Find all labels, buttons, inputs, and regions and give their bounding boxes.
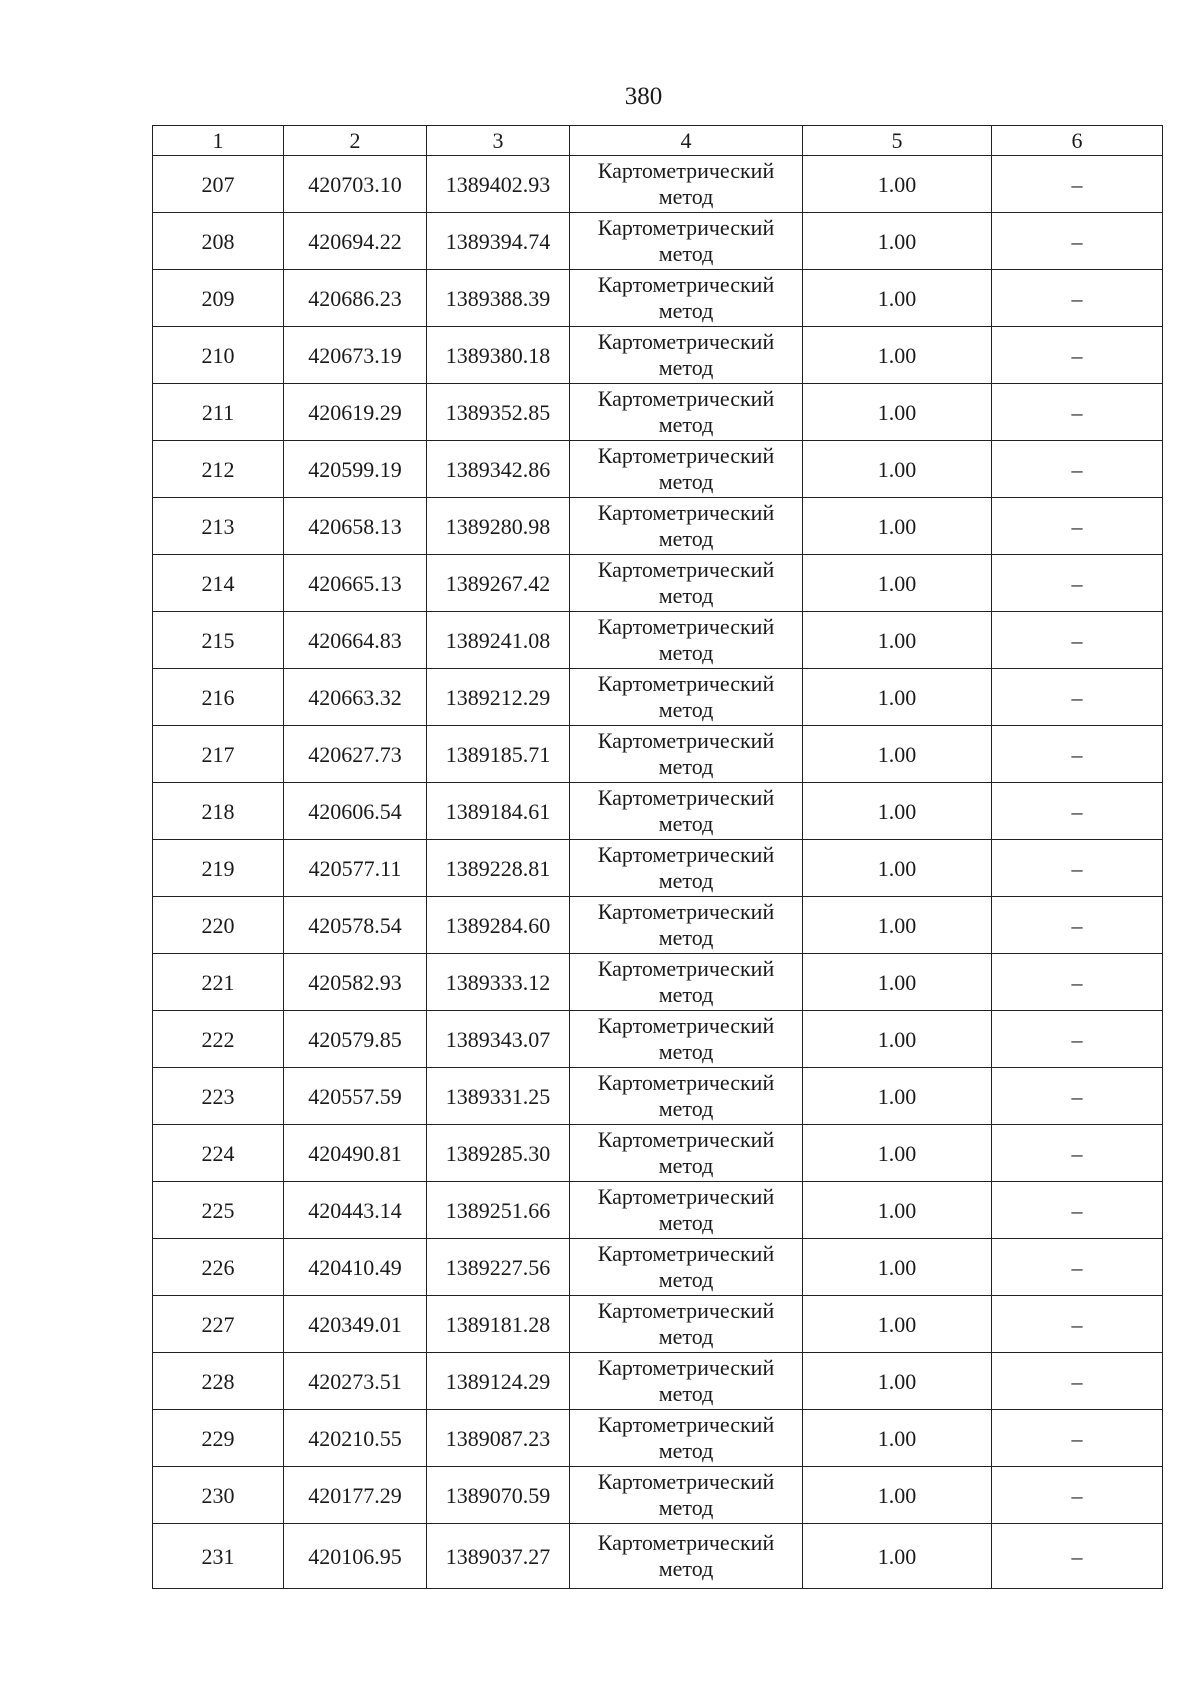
accuracy-cell: 1.00: [803, 1467, 992, 1524]
accuracy-cell: 1.00: [803, 555, 992, 612]
table-row: [153, 1011, 1163, 1068]
y-coordinate-cell: 1389331.25: [427, 1068, 570, 1125]
method-cell: Картометрический метод: [570, 726, 803, 783]
point-number-cell: 207: [153, 156, 284, 213]
column-header-5: 5: [803, 126, 992, 156]
method-cell: Картометрический метод: [570, 612, 803, 669]
x-coordinate-cell: 420579.85: [284, 1011, 427, 1068]
description-cell: –: [992, 783, 1163, 840]
x-coordinate-cell: 420663.32: [284, 669, 427, 726]
x-coordinate-cell: 420673.19: [284, 327, 427, 384]
description-cell: –: [992, 384, 1163, 441]
description-cell: –: [992, 669, 1163, 726]
method-cell: Картометрический метод: [570, 1467, 803, 1524]
y-coordinate-cell: 1389342.86: [427, 441, 570, 498]
table-row: [153, 669, 1163, 726]
y-coordinate-cell: 1389251.66: [427, 1182, 570, 1239]
y-coordinate-cell: 1389037.27: [427, 1524, 570, 1589]
method-cell: Картометрический метод: [570, 1353, 803, 1410]
table-row: [153, 954, 1163, 1011]
point-number-cell: 216: [153, 669, 284, 726]
method-cell: Картометрический метод: [570, 555, 803, 612]
accuracy-cell: 1.00: [803, 669, 992, 726]
accuracy-cell: 1.00: [803, 1296, 992, 1353]
point-number-cell: 213: [153, 498, 284, 555]
method-cell: Картометрический метод: [570, 270, 803, 327]
y-coordinate-cell: 1389181.28: [427, 1296, 570, 1353]
y-coordinate-cell: 1389241.08: [427, 612, 570, 669]
x-coordinate-cell: 420443.14: [284, 1182, 427, 1239]
accuracy-cell: 1.00: [803, 897, 992, 954]
table-row: [153, 555, 1163, 612]
y-coordinate-cell: 1389185.71: [427, 726, 570, 783]
description-cell: –: [992, 1524, 1163, 1589]
method-cell: Картометрический метод: [570, 1410, 803, 1467]
column-header-2: 2: [284, 126, 427, 156]
accuracy-cell: 1.00: [803, 213, 992, 270]
table-row: [153, 1524, 1163, 1589]
x-coordinate-cell: 420106.95: [284, 1524, 427, 1589]
description-cell: –: [992, 213, 1163, 270]
x-coordinate-cell: 420694.22: [284, 213, 427, 270]
accuracy-cell: 1.00: [803, 840, 992, 897]
coordinates-table: [152, 125, 1163, 1589]
table-row: [153, 156, 1163, 213]
point-number-cell: 231: [153, 1524, 284, 1589]
y-coordinate-cell: 1389352.85: [427, 384, 570, 441]
column-header-6: 6: [992, 126, 1163, 156]
x-coordinate-cell: 420349.01: [284, 1296, 427, 1353]
point-number-cell: 217: [153, 726, 284, 783]
description-cell: –: [992, 1353, 1163, 1410]
description-cell: –: [992, 897, 1163, 954]
x-coordinate-cell: 420577.11: [284, 840, 427, 897]
table-row: [153, 783, 1163, 840]
accuracy-cell: 1.00: [803, 384, 992, 441]
x-coordinate-cell: 420410.49: [284, 1239, 427, 1296]
x-coordinate-cell: 420273.51: [284, 1353, 427, 1410]
table-row: [153, 441, 1163, 498]
table-row: [153, 384, 1163, 441]
table-row: [153, 1296, 1163, 1353]
method-cell: Картометрический метод: [570, 1011, 803, 1068]
accuracy-cell: 1.00: [803, 783, 992, 840]
accuracy-cell: 1.00: [803, 1239, 992, 1296]
y-coordinate-cell: 1389380.18: [427, 327, 570, 384]
table-row: [153, 1239, 1163, 1296]
accuracy-cell: 1.00: [803, 270, 992, 327]
table-body: [153, 156, 1163, 1589]
column-header-4: 4: [570, 126, 803, 156]
description-cell: –: [992, 1068, 1163, 1125]
y-coordinate-cell: 1389267.42: [427, 555, 570, 612]
table-row: [153, 612, 1163, 669]
method-cell: Картометрический метод: [570, 1296, 803, 1353]
description-cell: –: [992, 1467, 1163, 1524]
point-number-cell: 224: [153, 1125, 284, 1182]
y-coordinate-cell: 1389343.07: [427, 1011, 570, 1068]
x-coordinate-cell: 420210.55: [284, 1410, 427, 1467]
y-coordinate-cell: 1389227.56: [427, 1239, 570, 1296]
accuracy-cell: 1.00: [803, 1524, 992, 1589]
x-coordinate-cell: 420627.73: [284, 726, 427, 783]
y-coordinate-cell: 1389285.30: [427, 1125, 570, 1182]
accuracy-cell: 1.00: [803, 441, 992, 498]
table-row: [153, 1125, 1163, 1182]
accuracy-cell: 1.00: [803, 1125, 992, 1182]
y-coordinate-cell: 1389070.59: [427, 1467, 570, 1524]
point-number-cell: 228: [153, 1353, 284, 1410]
point-number-cell: 220: [153, 897, 284, 954]
method-cell: Картометрический метод: [570, 669, 803, 726]
x-coordinate-cell: 420557.59: [284, 1068, 427, 1125]
description-cell: –: [992, 498, 1163, 555]
x-coordinate-cell: 420619.29: [284, 384, 427, 441]
point-number-cell: 230: [153, 1467, 284, 1524]
table-row: [153, 726, 1163, 783]
table-row: [153, 498, 1163, 555]
method-cell: Картометрический метод: [570, 156, 803, 213]
table-row: [153, 213, 1163, 270]
x-coordinate-cell: 420582.93: [284, 954, 427, 1011]
x-coordinate-cell: 420703.10: [284, 156, 427, 213]
method-cell: Картометрический метод: [570, 498, 803, 555]
point-number-cell: 209: [153, 270, 284, 327]
point-number-cell: 229: [153, 1410, 284, 1467]
table-row: [153, 1467, 1163, 1524]
point-number-cell: 210: [153, 327, 284, 384]
y-coordinate-cell: 1389394.74: [427, 213, 570, 270]
y-coordinate-cell: 1389228.81: [427, 840, 570, 897]
accuracy-cell: 1.00: [803, 498, 992, 555]
table-row: [153, 327, 1163, 384]
header-row: [153, 126, 1163, 156]
description-cell: –: [992, 954, 1163, 1011]
y-coordinate-cell: 1389212.29: [427, 669, 570, 726]
point-number-cell: 208: [153, 213, 284, 270]
table-row: [153, 1182, 1163, 1239]
method-cell: Картометрический метод: [570, 441, 803, 498]
method-cell: Картометрический метод: [570, 384, 803, 441]
description-cell: –: [992, 726, 1163, 783]
table-row: [153, 1410, 1163, 1467]
y-coordinate-cell: 1389280.98: [427, 498, 570, 555]
description-cell: –: [992, 1182, 1163, 1239]
accuracy-cell: 1.00: [803, 1068, 992, 1125]
point-number-cell: 212: [153, 441, 284, 498]
description-cell: –: [992, 612, 1163, 669]
table-row: [153, 270, 1163, 327]
method-cell: Картометрический метод: [570, 897, 803, 954]
accuracy-cell: 1.00: [803, 1182, 992, 1239]
description-cell: –: [992, 840, 1163, 897]
x-coordinate-cell: 420490.81: [284, 1125, 427, 1182]
table-row: [153, 840, 1163, 897]
x-coordinate-cell: 420686.23: [284, 270, 427, 327]
column-header-1: 1: [153, 126, 284, 156]
y-coordinate-cell: 1389124.29: [427, 1353, 570, 1410]
y-coordinate-cell: 1389402.93: [427, 156, 570, 213]
method-cell: Картометрический метод: [570, 783, 803, 840]
description-cell: –: [992, 441, 1163, 498]
point-number-cell: 215: [153, 612, 284, 669]
method-cell: Картометрический метод: [570, 327, 803, 384]
point-number-cell: 214: [153, 555, 284, 612]
method-cell: Картометрический метод: [570, 1239, 803, 1296]
method-cell: Картометрический метод: [570, 1182, 803, 1239]
description-cell: –: [992, 1296, 1163, 1353]
accuracy-cell: 1.00: [803, 726, 992, 783]
accuracy-cell: 1.00: [803, 1410, 992, 1467]
description-cell: –: [992, 1410, 1163, 1467]
point-number-cell: 222: [153, 1011, 284, 1068]
point-number-cell: 211: [153, 384, 284, 441]
description-cell: –: [992, 1125, 1163, 1182]
y-coordinate-cell: 1389184.61: [427, 783, 570, 840]
accuracy-cell: 1.00: [803, 156, 992, 213]
column-header-3: 3: [427, 126, 570, 156]
y-coordinate-cell: 1389388.39: [427, 270, 570, 327]
x-coordinate-cell: 420606.54: [284, 783, 427, 840]
method-cell: Картометрический метод: [570, 840, 803, 897]
description-cell: –: [992, 156, 1163, 213]
point-number-cell: 226: [153, 1239, 284, 1296]
table-header: [153, 126, 1163, 156]
method-cell: Картометрический метод: [570, 1125, 803, 1182]
method-cell: Картометрический метод: [570, 213, 803, 270]
table-row: [153, 897, 1163, 954]
point-number-cell: 223: [153, 1068, 284, 1125]
x-coordinate-cell: 420578.54: [284, 897, 427, 954]
point-number-cell: 227: [153, 1296, 284, 1353]
description-cell: –: [992, 555, 1163, 612]
y-coordinate-cell: 1389284.60: [427, 897, 570, 954]
description-cell: –: [992, 1011, 1163, 1068]
accuracy-cell: 1.00: [803, 954, 992, 1011]
x-coordinate-cell: 420599.19: [284, 441, 427, 498]
method-cell: Картометрический метод: [570, 954, 803, 1011]
x-coordinate-cell: 420665.13: [284, 555, 427, 612]
accuracy-cell: 1.00: [803, 327, 992, 384]
x-coordinate-cell: 420658.13: [284, 498, 427, 555]
table-row: [153, 1068, 1163, 1125]
description-cell: –: [992, 270, 1163, 327]
description-cell: –: [992, 1239, 1163, 1296]
x-coordinate-cell: 420177.29: [284, 1467, 427, 1524]
table-row: [153, 1353, 1163, 1410]
point-number-cell: 221: [153, 954, 284, 1011]
method-cell: Картометрический метод: [570, 1068, 803, 1125]
x-coordinate-cell: 420664.83: [284, 612, 427, 669]
point-number-cell: 218: [153, 783, 284, 840]
point-number-cell: 225: [153, 1182, 284, 1239]
method-cell: Картометрический метод: [570, 1524, 803, 1589]
y-coordinate-cell: 1389087.23: [427, 1410, 570, 1467]
accuracy-cell: 1.00: [803, 612, 992, 669]
y-coordinate-cell: 1389333.12: [427, 954, 570, 1011]
accuracy-cell: 1.00: [803, 1353, 992, 1410]
accuracy-cell: 1.00: [803, 1011, 992, 1068]
description-cell: –: [992, 327, 1163, 384]
page-number: 380: [624, 83, 663, 110]
point-number-cell: 219: [153, 840, 284, 897]
